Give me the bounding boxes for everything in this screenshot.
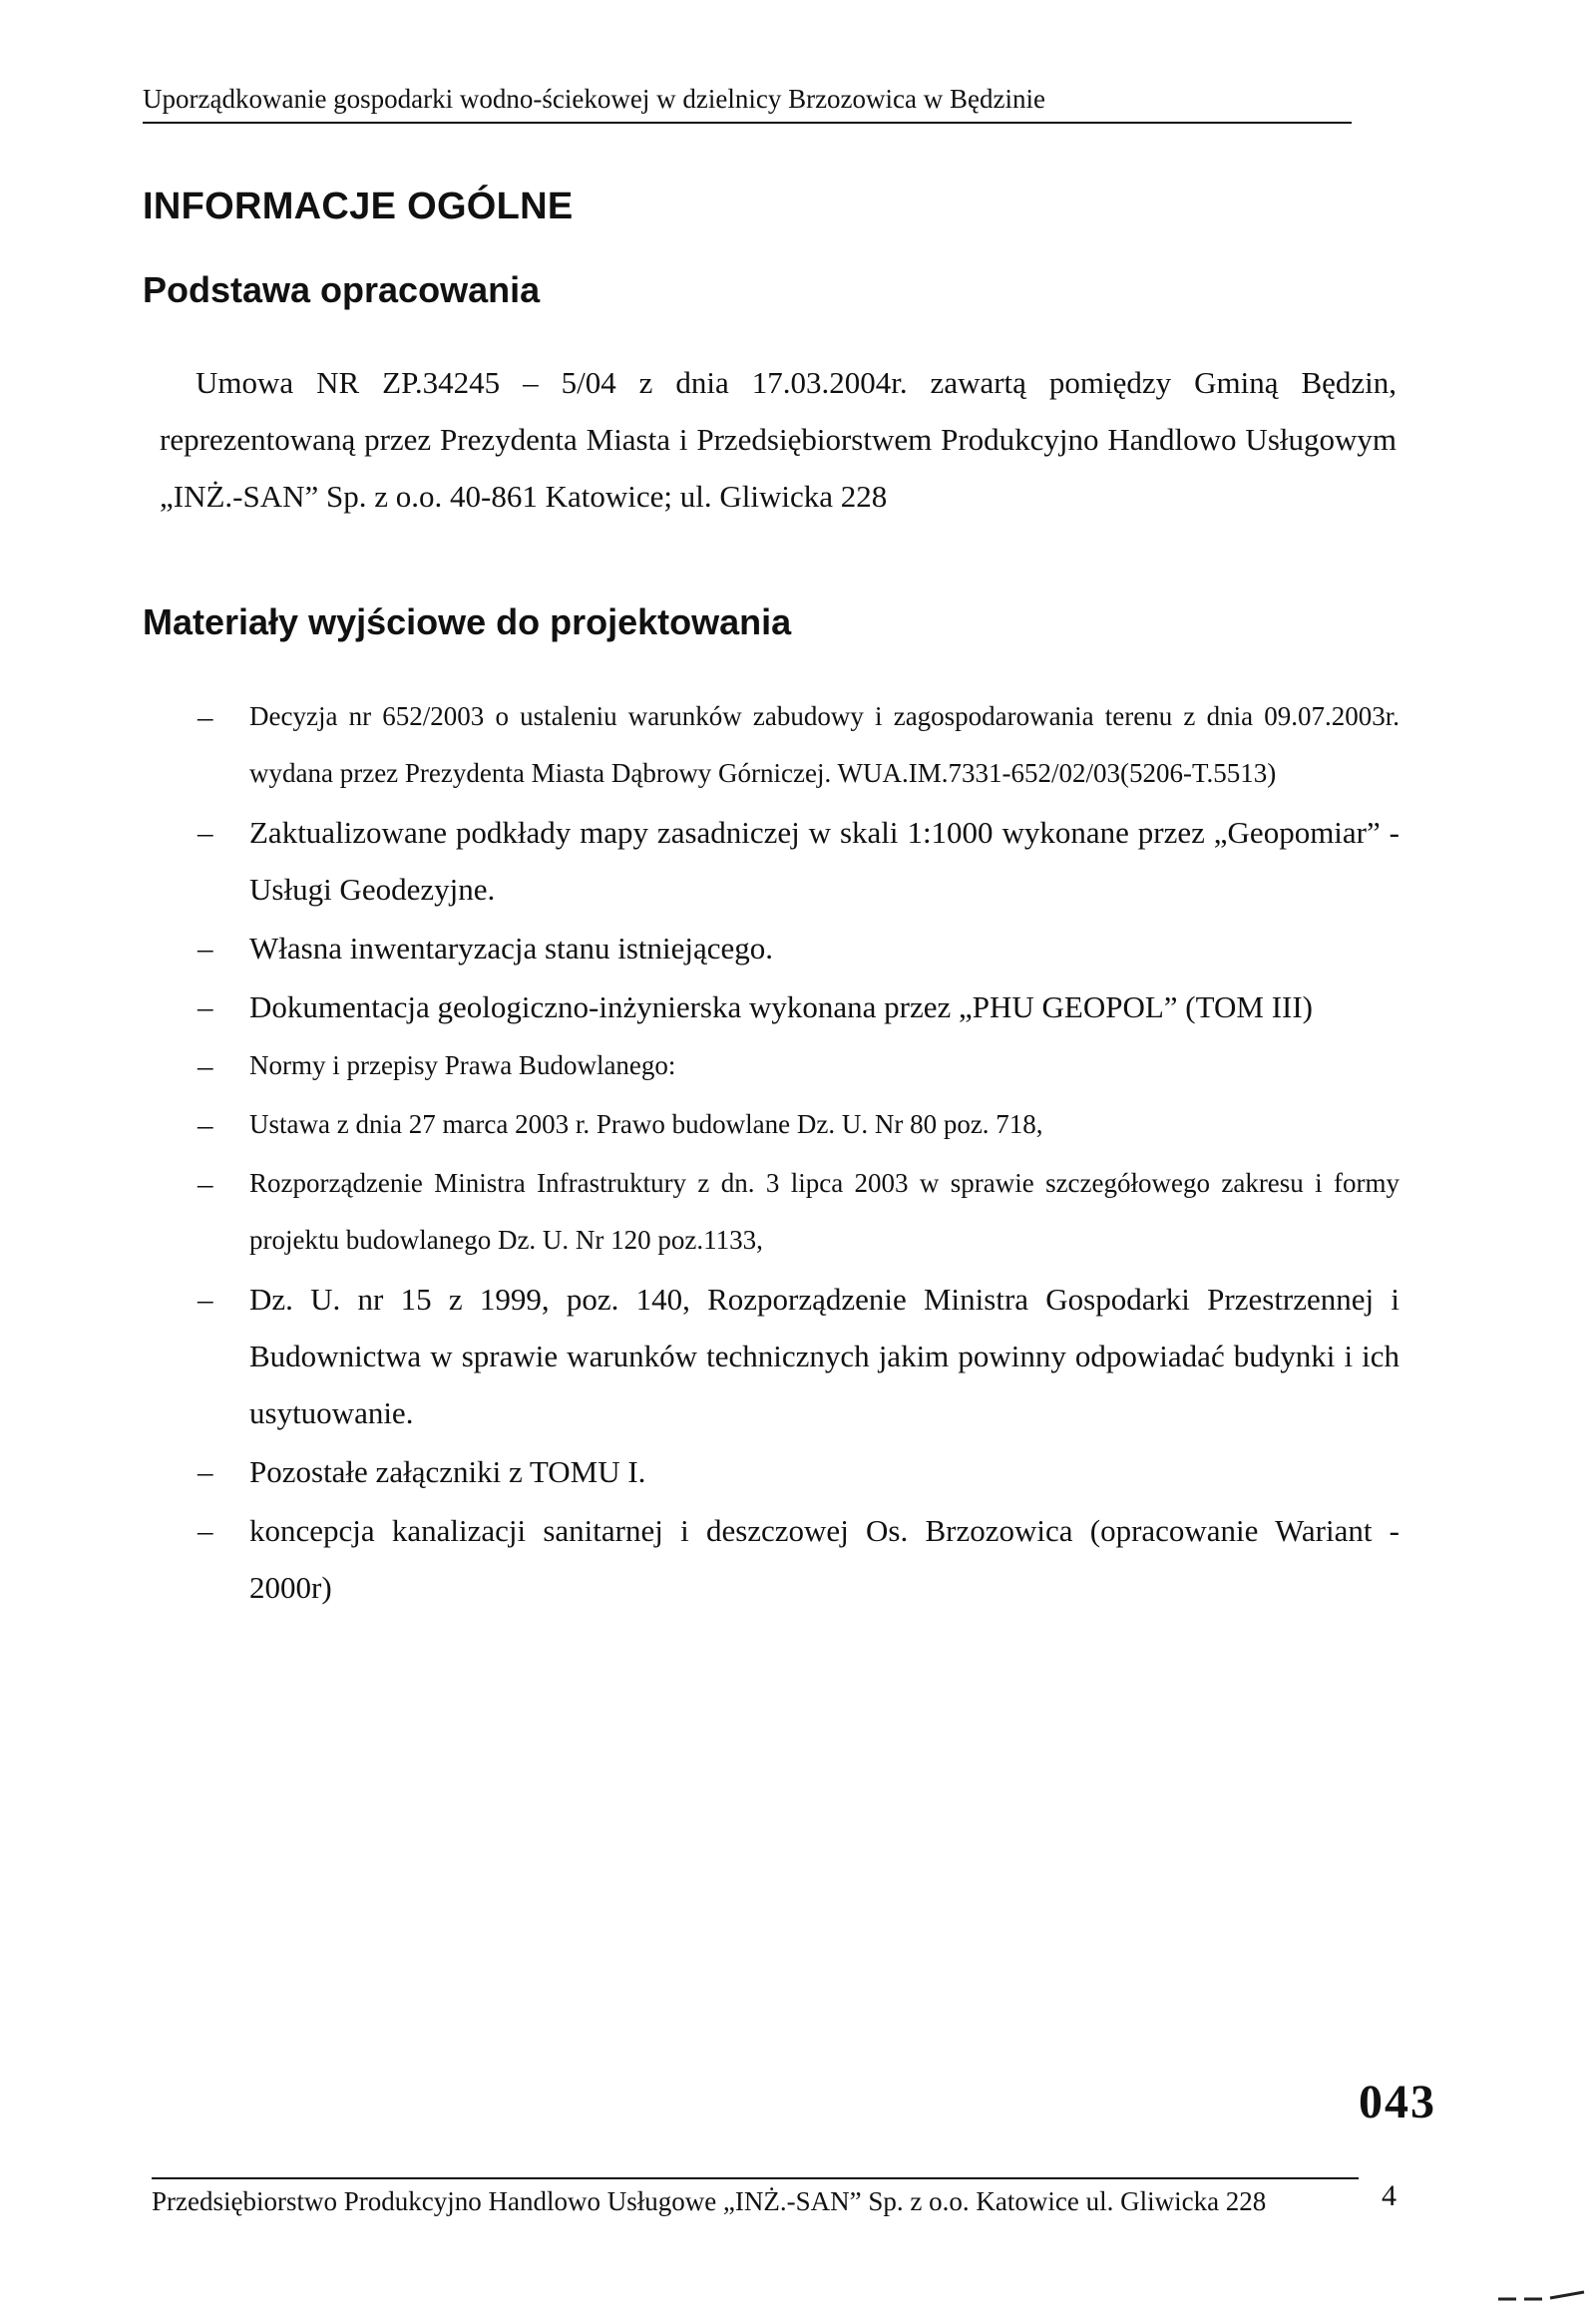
- list-item: [143, 920, 1399, 976]
- list-item-text: Dz. U. nr 15 z 1999, poz. 140, Rozporządzenie Ministra Gospodarki Przestrzennej i Budownictwa w sprawie warunków technicznych jakim powinny odpowiadać budynki i ich usytuowanie.: [249, 1282, 1399, 1430]
- list-item: [143, 1155, 1399, 1269]
- list-item-text: Dokumentacja geologiczno-inżynierska wykonana przez „PHU GEOPOL” (TOM III): [249, 989, 1313, 1024]
- list-item: [143, 688, 1399, 802]
- list-item-text: Rozporządzenie Ministra Infrastruktury z dn. 3 lipca 2003 w sprawie szczegółowego zakresu i formy projektu budowlanego Dz. U. Nr 120 poz.1133,: [249, 1168, 1399, 1255]
- list-item-text: Własna inwentaryzacja stanu istniejącego.: [249, 931, 774, 965]
- list-item: [143, 1037, 1399, 1094]
- dash-bullet: –: [198, 1107, 213, 1142]
- dash-bullet: –: [198, 1166, 213, 1201]
- list-item: [143, 804, 1399, 918]
- list-item: [143, 1502, 1399, 1616]
- dash-bullet: –: [198, 931, 213, 965]
- list-item: [143, 1096, 1399, 1153]
- list-item-text: Ustawa z dnia 27 marca 2003 r. Prawo budowlane Dz. U. Nr 80 poz. 718,: [249, 1109, 1043, 1139]
- dash-bullet: –: [198, 1282, 213, 1317]
- list-item: [143, 1271, 1399, 1441]
- scan-mark: [1496, 2290, 1586, 2302]
- materials-list: [143, 688, 1399, 1618]
- stamp-number: 043: [1359, 2076, 1436, 2128]
- list-item-text: Normy i przepisy Prawa Budowlanego:: [249, 1050, 676, 1080]
- running-header: Uporządkowanie gospodarki wodno-ściekowej w dzielnicy Brzozowica w Będzinie: [143, 82, 1352, 124]
- dash-bullet: –: [198, 1048, 213, 1083]
- dash-bullet: –: [198, 989, 213, 1024]
- list-item-text: Decyzja nr 652/2003 o ustaleniu warunków zabudowy i zagospodarowania terenu z dnia 09.07.2003r. wydana przez Prezydenta Miasta Dąbrowy Górniczej. WUA.IM.7331-652/02/03(5206-T.5513): [249, 701, 1399, 788]
- list-item: [143, 1443, 1399, 1500]
- dash-bullet: –: [198, 1454, 213, 1489]
- dash-bullet: –: [198, 1513, 213, 1548]
- section-heading-basis: Podstawa opracowania: [143, 269, 541, 310]
- list-item-text: Zaktualizowane podkłady mapy zasadniczej w skali 1:1000 wykonane przez „Geopomiar” - Usługi Geodezyjne.: [249, 815, 1399, 907]
- basis-paragraph: Umowa NR ZP.34245 – 5/04 z dnia 17.03.2004r. zawartą pomiędzy Gminą Będzin, reprezentowaną przez Prezydenta Miasta i Przedsiębiorstwem Produkcyjno Handlowo Usługowym „INŻ.-SAN” Sp. z o.o. 40-861 Katowice; ul. Gliwicka 228: [160, 365, 1396, 514]
- list-item-text: koncepcja kanalizacji sanitarnej i deszczowej Os. Brzozowica (opracowanie Wariant - 2000r): [249, 1513, 1399, 1605]
- section-heading-materials: Materiały wyjściowe do projektowania: [143, 601, 792, 642]
- footer-company: Przedsiębiorstwo Produkcyjno Handlowo Usługowe „INŻ.-SAN” Sp. z o.o. Katowice ul. Gliwicka 228: [152, 2186, 1267, 2216]
- dash-bullet: –: [198, 699, 213, 734]
- dash-bullet: –: [198, 815, 213, 850]
- list-item: [143, 978, 1399, 1035]
- page-number: 4: [1382, 2179, 1396, 2212]
- page-title: INFORMACJE OGÓLNE: [143, 186, 574, 227]
- footer-divider: [152, 2177, 1359, 2179]
- list-item-text: Pozostałe załączniki z TOMU I.: [249, 1454, 646, 1489]
